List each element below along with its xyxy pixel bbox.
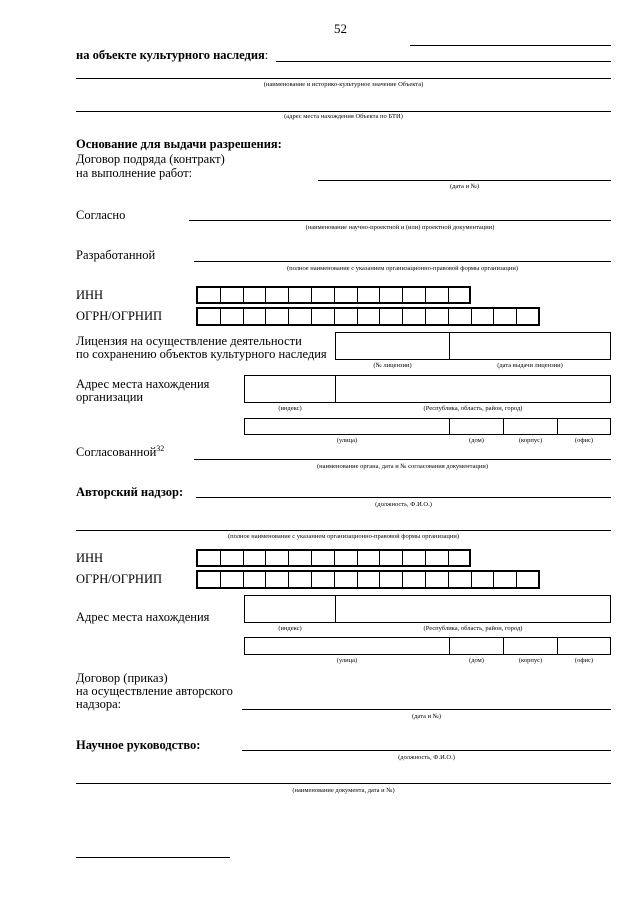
supervision-contract-line[interactable] [242, 709, 611, 710]
org1-street-caption: (улица) [336, 437, 358, 444]
license-number-caption: (№ лицензии) [373, 362, 412, 369]
heritage-name-line-2[interactable] [76, 78, 611, 79]
org2-index-field[interactable] [244, 595, 336, 623]
supervision-contract-line2: на осуществление авторского [76, 684, 233, 698]
page-number: 52 [334, 21, 347, 36]
digit-cell[interactable] [517, 309, 540, 324]
org1-index-field[interactable] [244, 375, 336, 403]
digit-cell[interactable] [426, 551, 449, 565]
digit-cell[interactable] [198, 572, 221, 587]
digit-cell[interactable] [449, 572, 472, 587]
contract-date-caption: (дата и №) [449, 183, 480, 190]
basis-heading: Основание для выдачи разрешения: [76, 137, 282, 151]
license-date-caption: (дата выдачи лицензии) [497, 362, 563, 369]
approved-label: Согласованной$^{32}$ [76, 443, 165, 459]
digit-cell[interactable] [517, 572, 540, 587]
digit-cell[interactable] [494, 309, 517, 324]
developed-caption: (полное наименование с указанием организационно-правовой формы организации) [286, 265, 519, 272]
org1-inn-cells[interactable] [196, 286, 471, 304]
digit-cell[interactable] [380, 572, 403, 587]
supervision-org-caption: (полное наименование с указанием организационно-правовой формы организации) [227, 533, 460, 540]
org1-address-line2: организации [76, 390, 144, 404]
digit-cell[interactable] [335, 572, 358, 587]
org2-building-field[interactable] [503, 637, 558, 655]
digit-cell[interactable] [403, 572, 426, 587]
digit-cell[interactable] [312, 551, 335, 565]
supervision-position-line[interactable] [196, 497, 611, 498]
org2-office-field[interactable] [557, 637, 611, 655]
org2-index-caption: (индекс) [278, 625, 302, 632]
org1-building-caption: (корпус) [518, 437, 543, 444]
org1-house-field[interactable] [449, 418, 504, 435]
org2-ogrn-cells[interactable] [196, 570, 540, 589]
footnote-separator [76, 857, 230, 858]
digit-cell[interactable] [289, 551, 312, 565]
digit-cell[interactable] [266, 309, 289, 324]
digit-cell[interactable] [244, 572, 267, 587]
developed-line[interactable] [194, 261, 611, 262]
org2-building-caption: (корпус) [518, 657, 543, 664]
scientific-document-line[interactable] [76, 783, 611, 784]
digit-cell[interactable] [403, 288, 426, 302]
developed-label: Разработанной [76, 248, 156, 262]
scientific-position-caption: (должность, Ф.И.О.) [398, 754, 455, 761]
supervision-contract-line1: Договор (приказ) [76, 671, 168, 685]
org1-address-line1: Адрес места нахождения [76, 377, 210, 391]
digit-cell[interactable] [266, 572, 289, 587]
heritage-label: на объекте культурного наследия: [76, 48, 269, 62]
digit-cell[interactable] [426, 309, 449, 324]
license-number-field[interactable] [335, 332, 450, 360]
page-top-rule [410, 45, 611, 46]
org1-region-field[interactable] [335, 375, 611, 403]
org2-house-field[interactable] [449, 637, 504, 655]
digit-cell[interactable] [198, 288, 221, 302]
digit-cell[interactable] [221, 288, 244, 302]
org1-building-field[interactable] [503, 418, 558, 435]
heritage-name-line[interactable] [276, 61, 611, 62]
scientific-document-caption: (наименование документа, дата и №) [292, 787, 395, 794]
org1-ogrn-label: ОГРН/ОГРНИП [76, 309, 162, 323]
digit-cell[interactable] [312, 309, 335, 324]
digit-cell[interactable] [266, 551, 289, 565]
org2-house-caption: (дом) [469, 657, 484, 664]
scientific-position-line[interactable] [242, 750, 611, 751]
supervision-org-line[interactable] [76, 530, 611, 531]
supervision-position-caption: (должность, Ф.И.О.) [375, 501, 432, 508]
contract-label-line2: на выполнение работ: [76, 166, 193, 180]
org2-region-field[interactable] [335, 595, 611, 623]
org1-office-caption: (офис) [574, 437, 594, 444]
footnote-marker: 32 [156, 443, 165, 453]
digit-cell[interactable] [335, 288, 358, 302]
org1-house-caption: (дом) [469, 437, 484, 444]
digit-cell[interactable] [472, 572, 495, 587]
digit-cell[interactable] [380, 288, 403, 302]
heritage-name-caption: (наименование и историко-культурное значение Объекта) [263, 81, 424, 88]
org2-street-field[interactable] [244, 637, 450, 655]
heritage-address-line[interactable] [76, 111, 611, 112]
digit-cell[interactable] [312, 572, 335, 587]
digit-cell[interactable] [449, 551, 472, 565]
digit-cell[interactable] [449, 288, 472, 302]
org2-inn-label: ИНН [76, 551, 104, 565]
org1-region-caption: (Республика, область, район, город) [423, 405, 523, 412]
org2-ogrn-label: ОГРН/ОГРНИП [76, 572, 162, 586]
contract-label-line1: Договор подряда (контракт) [76, 152, 225, 166]
digit-cell[interactable] [380, 551, 403, 565]
license-label-line2: по сохранению объектов культурного наследия [76, 347, 327, 361]
digit-cell[interactable] [289, 572, 312, 587]
digit-cell[interactable] [380, 309, 403, 324]
digit-cell[interactable] [358, 288, 381, 302]
digit-cell[interactable] [403, 309, 426, 324]
org2-address-label: Адрес места нахождения [76, 610, 210, 624]
org2-inn-cells[interactable] [196, 549, 471, 567]
org1-index-caption: (индекс) [278, 405, 302, 412]
org1-ogrn-cells[interactable] [196, 307, 540, 326]
digit-cell[interactable] [472, 309, 495, 324]
heritage-address-caption: (адрес места нахождения Объекта по БТИ) [284, 113, 403, 120]
digit-cell[interactable] [244, 309, 267, 324]
digit-cell[interactable] [403, 551, 426, 565]
supervision-contract-line3: надзора: [76, 697, 122, 711]
digit-cell[interactable] [289, 288, 312, 302]
license-date-field[interactable] [449, 332, 611, 360]
digit-cell[interactable] [335, 309, 358, 324]
digit-cell[interactable] [449, 309, 472, 324]
digit-cell[interactable] [426, 288, 449, 302]
org1-street-field[interactable] [244, 418, 450, 435]
digit-cell[interactable] [221, 572, 244, 587]
org1-office-field[interactable] [557, 418, 611, 435]
digit-cell[interactable] [221, 551, 244, 565]
org2-region-caption: (Республика, область, район, город) [423, 625, 523, 632]
agreed-line[interactable] [189, 220, 611, 221]
digit-cell[interactable] [426, 572, 449, 587]
supervision-contract-caption: (дата и №) [411, 713, 442, 720]
agreed-label: Согласно [76, 208, 126, 222]
digit-cell[interactable] [494, 572, 517, 587]
org1-inn-label: ИНН [76, 288, 104, 302]
digit-cell[interactable] [358, 551, 381, 565]
digit-cell[interactable] [198, 551, 221, 565]
contract-line[interactable] [318, 180, 611, 181]
digit-cell[interactable] [244, 551, 267, 565]
digit-cell[interactable] [198, 309, 221, 324]
scientific-heading: Научное руководство: [76, 738, 201, 752]
supervision-heading: Авторский надзор: [76, 485, 184, 499]
digit-cell[interactable] [289, 309, 312, 324]
digit-cell[interactable] [358, 572, 381, 587]
digit-cell[interactable] [221, 309, 244, 324]
license-label-line1: Лицензия на осуществление деятельности [76, 334, 302, 348]
digit-cell[interactable] [335, 551, 358, 565]
approved-line[interactable] [194, 459, 611, 460]
digit-cell[interactable] [358, 309, 381, 324]
agreed-caption: (наименование научно-проектной и (или) проектной документации) [305, 224, 495, 231]
digit-cell[interactable] [244, 288, 267, 302]
digit-cell[interactable] [312, 288, 335, 302]
org2-office-caption: (офис) [574, 657, 594, 664]
org2-street-caption: (улица) [336, 657, 358, 664]
approved-caption: (наименование органа, дата и № согласования документации) [317, 463, 488, 470]
digit-cell[interactable] [266, 288, 289, 302]
